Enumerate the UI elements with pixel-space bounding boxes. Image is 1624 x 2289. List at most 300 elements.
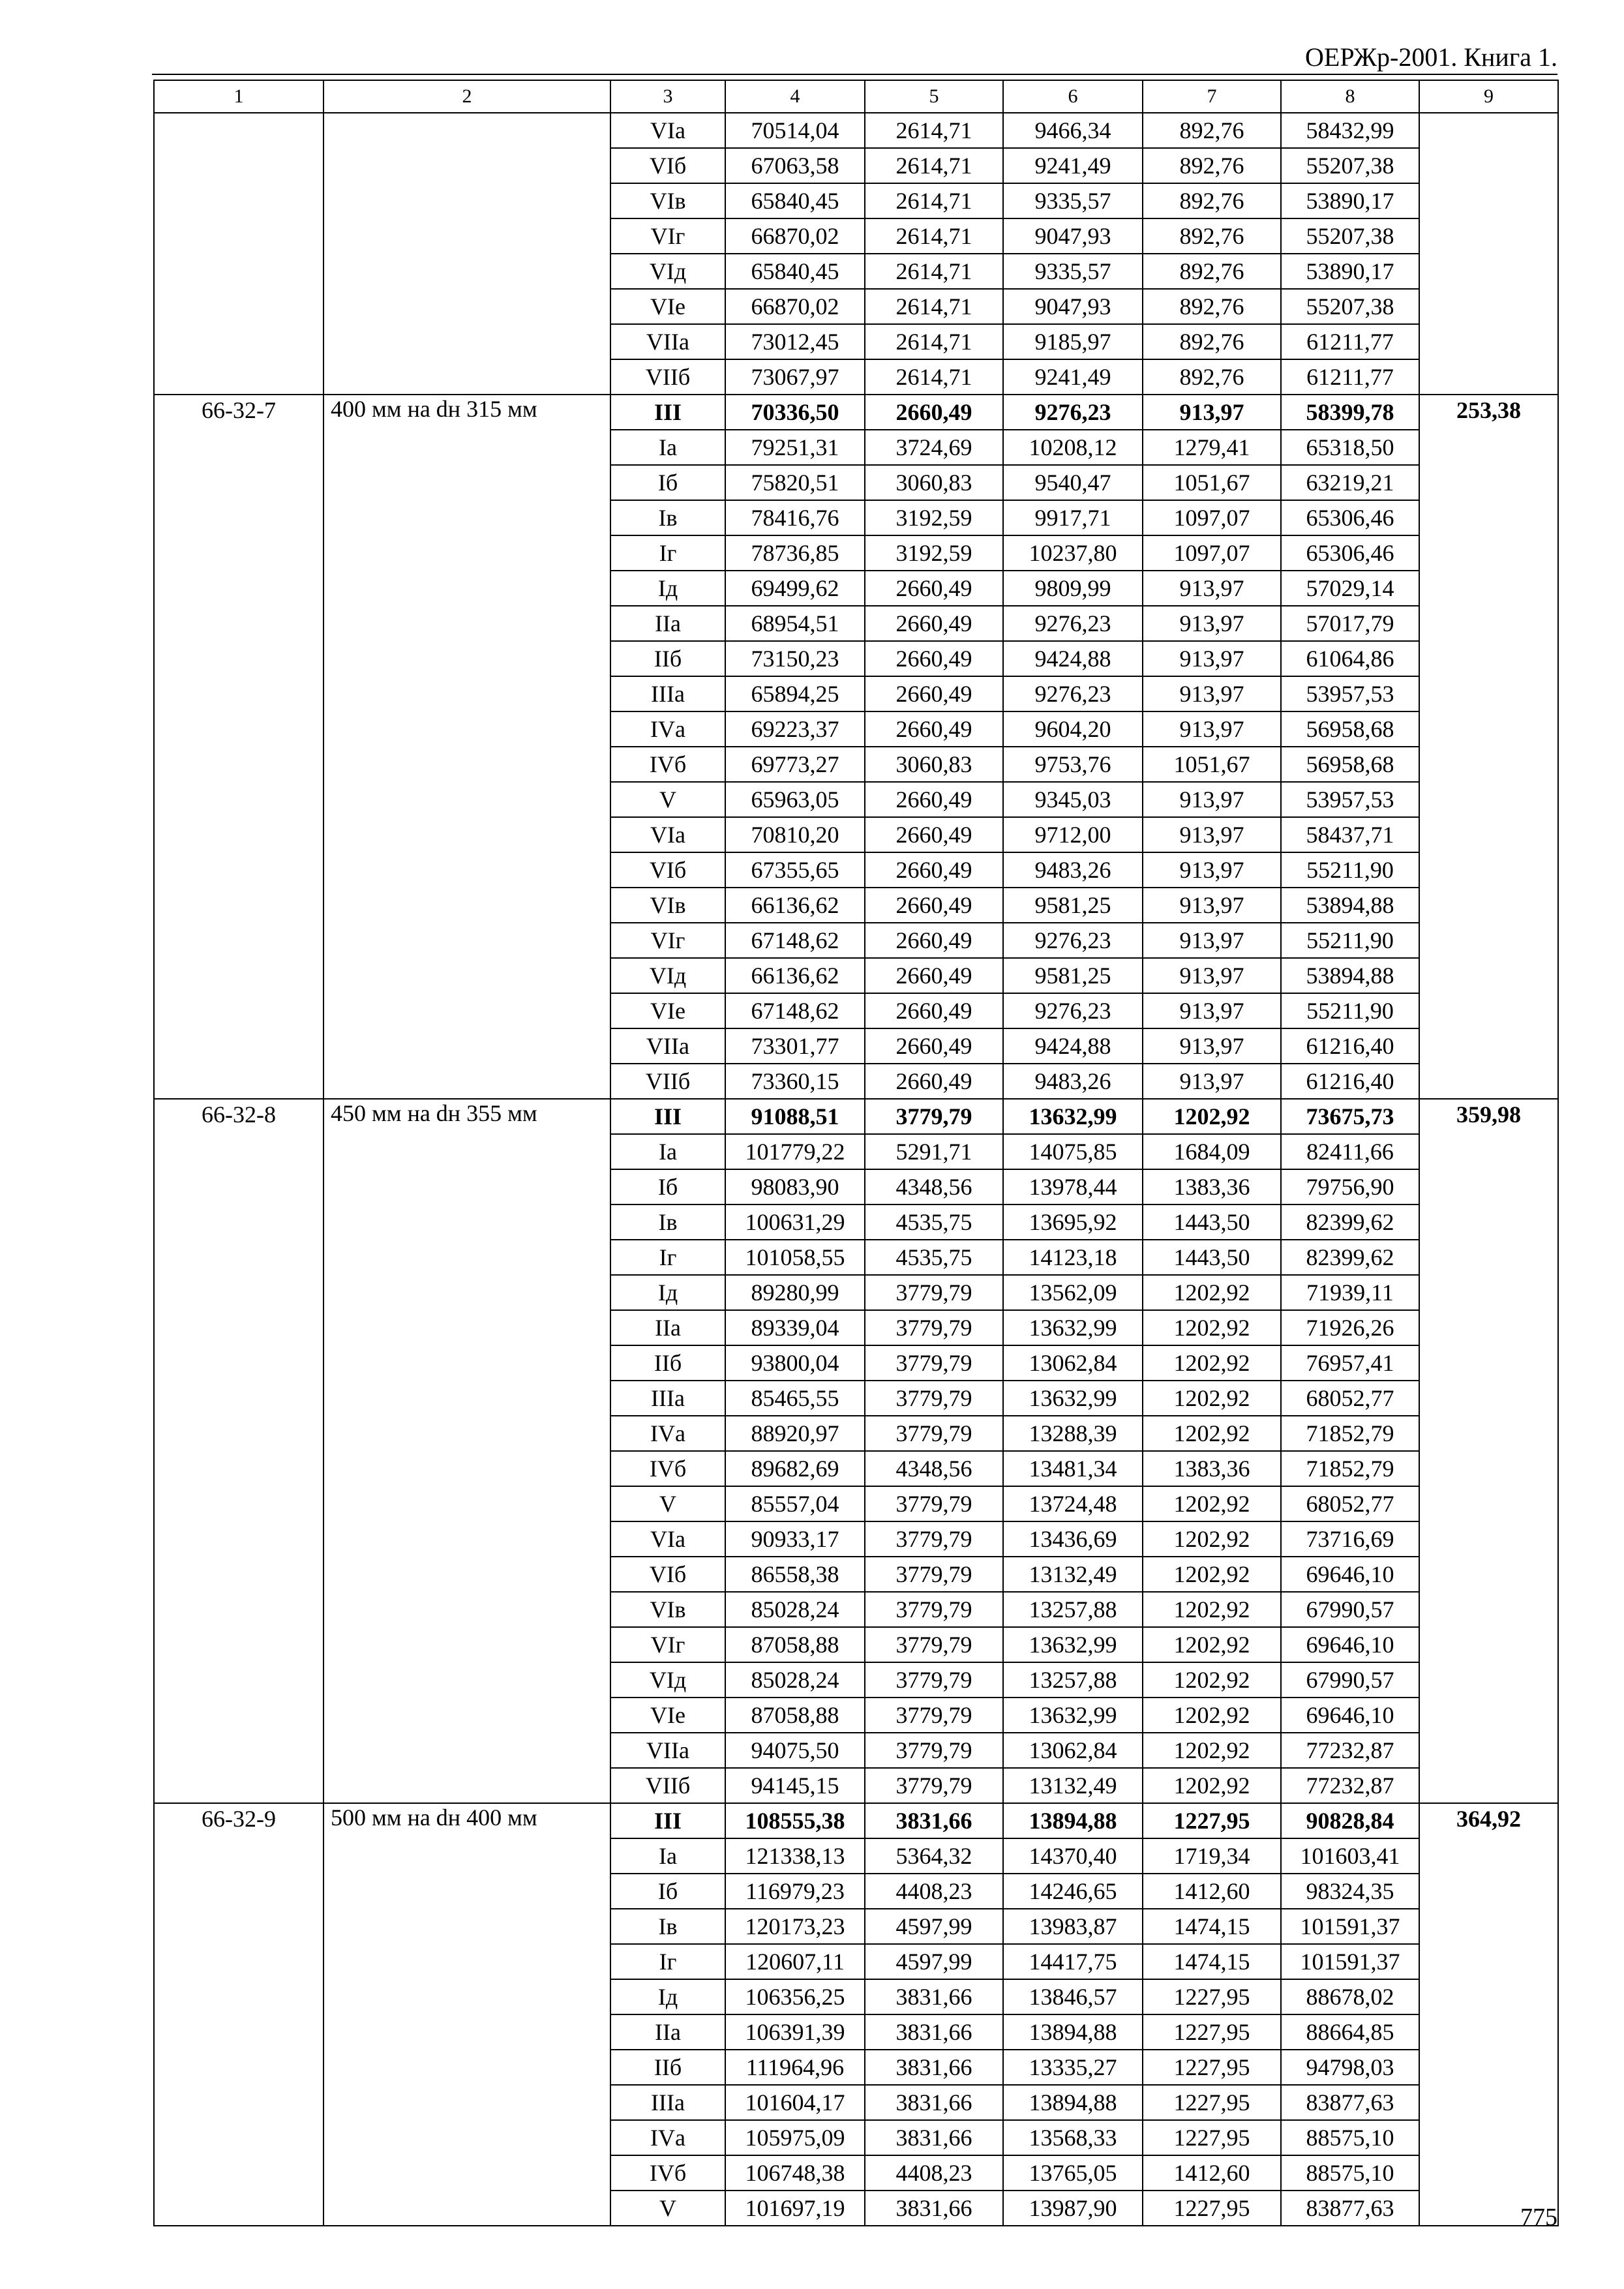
resource-code-cell: IIа [610, 1310, 725, 1345]
value-cell: 1383,36 [1143, 1451, 1281, 1486]
value-cell: 4408,23 [865, 2155, 1003, 2191]
value-cell: 70514,04 [725, 113, 865, 148]
value-cell: 3779,79 [865, 1768, 1003, 1803]
value-cell: 13894,88 [1003, 1803, 1143, 1838]
value-cell: 3779,79 [865, 1662, 1003, 1698]
value-cell: 3779,79 [865, 1416, 1003, 1451]
value-cell: 88575,10 [1281, 2155, 1419, 2191]
value-cell: 94145,15 [725, 1768, 865, 1803]
value-cell: 9185,97 [1003, 324, 1143, 359]
value-cell: 913,97 [1143, 1064, 1281, 1099]
value-cell: 3779,79 [865, 1099, 1003, 1134]
extra-cell: 359,98 [1419, 1099, 1558, 1803]
value-cell: 67148,62 [725, 923, 865, 958]
value-cell: 91088,51 [725, 1099, 865, 1134]
resource-code-cell: VIв [610, 888, 725, 923]
value-cell: 9809,99 [1003, 571, 1143, 606]
value-cell: 73067,97 [725, 359, 865, 395]
value-cell: 101779,22 [725, 1134, 865, 1169]
value-cell: 3831,66 [865, 2085, 1003, 2120]
value-cell: 13132,49 [1003, 1768, 1143, 1803]
value-cell: 2660,49 [865, 817, 1003, 852]
column-number: 6 [1003, 80, 1143, 113]
column-number: 8 [1281, 80, 1419, 113]
resource-code-cell: VIIа [610, 324, 725, 359]
value-cell: 89280,99 [725, 1275, 865, 1310]
value-cell: 2614,71 [865, 218, 1003, 254]
extra-cell: 253,38 [1419, 395, 1558, 1099]
value-cell: 1202,92 [1143, 1733, 1281, 1768]
value-cell: 101604,17 [725, 2085, 865, 2120]
value-cell: 2660,49 [865, 1064, 1003, 1099]
value-cell: 61064,86 [1281, 641, 1419, 676]
value-cell: 66870,02 [725, 289, 865, 324]
value-cell: 13132,49 [1003, 1557, 1143, 1592]
value-cell: 913,97 [1143, 958, 1281, 993]
value-cell: 13335,27 [1003, 2050, 1143, 2085]
value-cell: 9047,93 [1003, 218, 1143, 254]
value-cell: 9276,23 [1003, 395, 1143, 430]
value-cell: 3060,83 [865, 465, 1003, 500]
resource-code-cell: VIа [610, 113, 725, 148]
resource-code-cell: III [610, 1803, 725, 1838]
column-number: 2 [323, 80, 610, 113]
value-cell: 913,97 [1143, 782, 1281, 817]
resource-code-cell: VIIб [610, 1768, 725, 1803]
value-cell: 13695,92 [1003, 1204, 1143, 1240]
value-cell: 5291,71 [865, 1134, 1003, 1169]
value-cell: 70336,50 [725, 395, 865, 430]
value-cell: 101697,19 [725, 2191, 865, 2226]
value-cell: 4408,23 [865, 1874, 1003, 1909]
value-cell: 77232,87 [1281, 1733, 1419, 1768]
value-cell: 66136,62 [725, 958, 865, 993]
value-cell: 1719,34 [1143, 1838, 1281, 1874]
value-cell: 1227,95 [1143, 1979, 1281, 2014]
value-cell: 65963,05 [725, 782, 865, 817]
value-cell: 13632,99 [1003, 1310, 1143, 1345]
value-cell: 10208,12 [1003, 430, 1143, 465]
value-cell: 1097,07 [1143, 500, 1281, 535]
code-cell: 66-32-9 [154, 1803, 323, 2226]
resource-code-cell: VIа [610, 817, 725, 852]
value-cell: 1383,36 [1143, 1169, 1281, 1204]
value-cell: 85557,04 [725, 1486, 865, 1521]
value-cell: 9241,49 [1003, 359, 1143, 395]
value-cell: 98083,90 [725, 1169, 865, 1204]
value-cell: 4348,56 [865, 1169, 1003, 1204]
value-cell: 78736,85 [725, 535, 865, 571]
value-cell: 913,97 [1143, 888, 1281, 923]
table-row [154, 395, 1558, 430]
value-cell: 13765,05 [1003, 2155, 1143, 2191]
value-cell: 85028,24 [725, 1662, 865, 1698]
resource-code-cell: Iг [610, 1944, 725, 1979]
value-cell: 71926,26 [1281, 1310, 1419, 1345]
value-cell: 1684,09 [1143, 1134, 1281, 1169]
value-cell: 83877,63 [1281, 2191, 1419, 2226]
column-number: 9 [1419, 80, 1558, 113]
value-cell: 55207,38 [1281, 218, 1419, 254]
value-cell: 1474,15 [1143, 1909, 1281, 1944]
value-cell: 53890,17 [1281, 254, 1419, 289]
resource-code-cell: V [610, 1486, 725, 1521]
value-cell: 892,76 [1143, 359, 1281, 395]
resource-code-cell: IVб [610, 747, 725, 782]
value-cell: 13062,84 [1003, 1345, 1143, 1381]
page-header [152, 40, 1557, 74]
resource-code-cell: VIб [610, 1557, 725, 1592]
value-cell: 1227,95 [1143, 2085, 1281, 2120]
value-cell: 101591,37 [1281, 1909, 1419, 1944]
value-cell: 85028,24 [725, 1592, 865, 1627]
value-cell: 76957,41 [1281, 1345, 1419, 1381]
resource-code-cell: Iд [610, 1979, 725, 2014]
resource-code-cell: IIIа [610, 2085, 725, 2120]
value-cell: 913,97 [1143, 993, 1281, 1028]
resource-code-cell: Iб [610, 465, 725, 500]
value-cell: 14075,85 [1003, 1134, 1143, 1169]
value-cell: 2660,49 [865, 711, 1003, 747]
value-cell: 9540,47 [1003, 465, 1143, 500]
value-cell: 87058,88 [725, 1698, 865, 1733]
value-cell: 913,97 [1143, 606, 1281, 641]
value-cell: 2660,49 [865, 676, 1003, 711]
value-cell: 913,97 [1143, 1028, 1281, 1064]
value-cell: 13562,09 [1003, 1275, 1143, 1310]
value-cell: 87058,88 [725, 1627, 865, 1662]
value-cell: 3831,66 [865, 1803, 1003, 1838]
value-cell: 913,97 [1143, 852, 1281, 888]
name-cell: 500 мм на dн 400 мм [323, 1803, 610, 2226]
value-cell: 68052,77 [1281, 1381, 1419, 1416]
resource-code-cell: Iб [610, 1169, 725, 1204]
value-cell: 71939,11 [1281, 1275, 1419, 1310]
resource-code-cell: VIIа [610, 1028, 725, 1064]
value-cell: 913,97 [1143, 676, 1281, 711]
value-cell: 106391,39 [725, 2014, 865, 2050]
value-cell: 1202,92 [1143, 1310, 1281, 1345]
value-cell: 82399,62 [1281, 1240, 1419, 1275]
value-cell: 55211,90 [1281, 852, 1419, 888]
value-cell: 13846,57 [1003, 1979, 1143, 2014]
value-cell: 73675,73 [1281, 1099, 1419, 1134]
value-cell: 1227,95 [1143, 2120, 1281, 2155]
resource-code-cell: VIд [610, 958, 725, 993]
resource-code-cell: IVа [610, 2120, 725, 2155]
value-cell: 88664,85 [1281, 2014, 1419, 2050]
value-cell: 61216,40 [1281, 1064, 1419, 1099]
value-cell: 2614,71 [865, 289, 1003, 324]
resource-code-cell: VIе [610, 289, 725, 324]
value-cell: 14246,65 [1003, 1874, 1143, 1909]
value-cell: 58437,71 [1281, 817, 1419, 852]
resource-code-cell: Iа [610, 430, 725, 465]
resource-code-cell: VIIб [610, 1064, 725, 1099]
value-cell: 1051,67 [1143, 747, 1281, 782]
resource-code-cell: IIа [610, 2014, 725, 2050]
value-cell: 13632,99 [1003, 1698, 1143, 1733]
value-cell: 65318,50 [1281, 430, 1419, 465]
value-cell: 1279,41 [1143, 430, 1281, 465]
value-cell: 101603,41 [1281, 1838, 1419, 1874]
resource-code-cell: VIг [610, 1627, 725, 1662]
value-cell: 73716,69 [1281, 1521, 1419, 1557]
value-cell: 9276,23 [1003, 676, 1143, 711]
value-cell: 13632,99 [1003, 1381, 1143, 1416]
value-cell: 82399,62 [1281, 1204, 1419, 1240]
value-cell: 105975,09 [725, 2120, 865, 2155]
resource-code-cell: IVб [610, 2155, 725, 2191]
value-cell: 2660,49 [865, 888, 1003, 923]
value-cell: 120173,23 [725, 1909, 865, 1944]
value-cell: 3779,79 [865, 1592, 1003, 1627]
value-cell: 9335,57 [1003, 183, 1143, 218]
resource-code-cell: Iв [610, 1909, 725, 1944]
value-cell: 88575,10 [1281, 2120, 1419, 2155]
resource-code-cell: IIб [610, 2050, 725, 2085]
value-cell: 1202,92 [1143, 1557, 1281, 1592]
resource-code-cell: VIб [610, 148, 725, 183]
value-cell: 13436,69 [1003, 1521, 1143, 1557]
value-cell: 61211,77 [1281, 359, 1419, 395]
value-cell: 13978,44 [1003, 1169, 1143, 1204]
value-cell: 2614,71 [865, 324, 1003, 359]
resource-code-cell: Iг [610, 535, 725, 571]
value-cell: 57029,14 [1281, 571, 1419, 606]
value-cell: 94075,50 [725, 1733, 865, 1768]
value-cell: 1412,60 [1143, 2155, 1281, 2191]
value-cell: 73301,77 [725, 1028, 865, 1064]
value-cell: 63219,21 [1281, 465, 1419, 500]
column-number: 3 [610, 80, 725, 113]
value-cell: 2660,49 [865, 923, 1003, 958]
resource-code-cell: Iд [610, 571, 725, 606]
value-cell: 913,97 [1143, 923, 1281, 958]
value-cell: 3831,66 [865, 1979, 1003, 2014]
value-cell: 9424,88 [1003, 641, 1143, 676]
value-cell: 3779,79 [865, 1733, 1003, 1768]
resource-code-cell: IIа [610, 606, 725, 641]
document-title: ОЕРЖр-2001. Книга 1. [1305, 42, 1557, 72]
value-cell: 69223,37 [725, 711, 865, 747]
resource-code-cell: IIб [610, 641, 725, 676]
value-cell: 3779,79 [865, 1486, 1003, 1521]
value-cell: 56958,68 [1281, 747, 1419, 782]
value-cell: 67148,62 [725, 993, 865, 1028]
value-cell: 2614,71 [865, 254, 1003, 289]
value-cell: 93800,04 [725, 1345, 865, 1381]
value-cell: 100631,29 [725, 1204, 865, 1240]
resource-code-cell: VIд [610, 254, 725, 289]
resource-code-cell: Iд [610, 1275, 725, 1310]
value-cell: 2614,71 [865, 183, 1003, 218]
value-cell: 13481,34 [1003, 1451, 1143, 1486]
value-cell: 2614,71 [865, 148, 1003, 183]
resource-code-cell: VIе [610, 1698, 725, 1733]
value-cell: 2660,49 [865, 782, 1003, 817]
value-cell: 98324,35 [1281, 1874, 1419, 1909]
value-cell: 69646,10 [1281, 1557, 1419, 1592]
value-cell: 55207,38 [1281, 289, 1419, 324]
value-cell: 58399,78 [1281, 395, 1419, 430]
value-cell: 89339,04 [725, 1310, 865, 1345]
value-cell: 78416,76 [725, 500, 865, 535]
value-cell: 9335,57 [1003, 254, 1143, 289]
value-cell: 2660,49 [865, 606, 1003, 641]
value-cell: 892,76 [1143, 254, 1281, 289]
value-cell: 13632,99 [1003, 1099, 1143, 1134]
resource-code-cell: VIIа [610, 1733, 725, 1768]
value-cell: 2660,49 [865, 395, 1003, 430]
value-cell: 9483,26 [1003, 1064, 1143, 1099]
value-cell: 3831,66 [865, 2014, 1003, 2050]
value-cell: 1412,60 [1143, 1874, 1281, 1909]
value-cell: 65306,46 [1281, 500, 1419, 535]
value-cell: 106748,38 [725, 2155, 865, 2191]
value-cell: 101058,55 [725, 1240, 865, 1275]
value-cell: 1202,92 [1143, 1768, 1281, 1803]
value-cell: 79756,90 [1281, 1169, 1419, 1204]
value-cell: 66136,62 [725, 888, 865, 923]
value-cell: 9581,25 [1003, 958, 1143, 993]
value-cell: 3779,79 [865, 1627, 1003, 1662]
value-cell: 53894,88 [1281, 958, 1419, 993]
value-cell: 1202,92 [1143, 1521, 1281, 1557]
code-cell [154, 113, 323, 395]
value-cell: 55211,90 [1281, 993, 1419, 1028]
column-number-row [154, 80, 1558, 113]
header-rule [152, 74, 1557, 75]
value-cell: 9483,26 [1003, 852, 1143, 888]
resource-code-cell: V [610, 782, 725, 817]
value-cell: 106356,25 [725, 1979, 865, 2014]
value-cell: 68052,77 [1281, 1486, 1419, 1521]
value-cell: 90933,17 [725, 1521, 865, 1557]
value-cell: 90828,84 [1281, 1803, 1419, 1838]
value-cell: 71852,79 [1281, 1416, 1419, 1451]
value-cell: 1443,50 [1143, 1204, 1281, 1240]
value-cell: 2660,49 [865, 641, 1003, 676]
value-cell: 2660,49 [865, 958, 1003, 993]
resource-code-cell: Iа [610, 1134, 725, 1169]
value-cell: 13257,88 [1003, 1662, 1143, 1698]
value-cell: 1443,50 [1143, 1240, 1281, 1275]
value-cell: 9241,49 [1003, 148, 1143, 183]
value-cell: 75820,51 [725, 465, 865, 500]
value-cell: 9345,03 [1003, 782, 1143, 817]
value-cell: 67355,65 [725, 852, 865, 888]
value-cell: 53957,53 [1281, 676, 1419, 711]
value-cell: 3831,66 [865, 2191, 1003, 2226]
value-cell: 13288,39 [1003, 1416, 1143, 1451]
resource-code-cell: VIб [610, 852, 725, 888]
value-cell: 2660,49 [865, 571, 1003, 606]
value-cell: 120607,11 [725, 1944, 865, 1979]
value-cell: 79251,31 [725, 430, 865, 465]
value-cell: 3831,66 [865, 2050, 1003, 2085]
value-cell: 56958,68 [1281, 711, 1419, 747]
resource-code-cell: IIIа [610, 676, 725, 711]
name-cell: 450 мм на dн 355 мм [323, 1099, 610, 1803]
value-cell: 892,76 [1143, 113, 1281, 148]
value-cell: 9917,71 [1003, 500, 1143, 535]
value-cell: 9581,25 [1003, 888, 1143, 923]
value-cell: 3779,79 [865, 1345, 1003, 1381]
value-cell: 1202,92 [1143, 1486, 1281, 1521]
resource-code-cell: Iб [610, 1874, 725, 1909]
page-number: 775 [1520, 2204, 1557, 2231]
value-cell: 3192,59 [865, 500, 1003, 535]
value-cell: 3779,79 [865, 1381, 1003, 1416]
value-cell: 73150,23 [725, 641, 865, 676]
value-cell: 1202,92 [1143, 1381, 1281, 1416]
price-table [153, 80, 1559, 2226]
value-cell: 1474,15 [1143, 1944, 1281, 1979]
value-cell: 101591,37 [1281, 1944, 1419, 1979]
value-cell: 1202,92 [1143, 1627, 1281, 1662]
value-cell: 108555,38 [725, 1803, 865, 1838]
value-cell: 2660,49 [865, 993, 1003, 1028]
value-cell: 13894,88 [1003, 2014, 1143, 2050]
resource-code-cell: III [610, 395, 725, 430]
value-cell: 3831,66 [865, 2120, 1003, 2155]
value-cell: 53957,53 [1281, 782, 1419, 817]
value-cell: 892,76 [1143, 324, 1281, 359]
value-cell: 94798,03 [1281, 2050, 1419, 2085]
resource-code-cell: Iв [610, 500, 725, 535]
value-cell: 4535,75 [865, 1204, 1003, 1240]
value-cell: 73012,45 [725, 324, 865, 359]
resource-code-cell: VIа [610, 1521, 725, 1557]
value-cell: 65894,25 [725, 676, 865, 711]
value-cell: 55211,90 [1281, 923, 1419, 958]
value-cell: 13894,88 [1003, 2085, 1143, 2120]
resource-code-cell: IIIа [610, 1381, 725, 1416]
value-cell: 9712,00 [1003, 817, 1143, 852]
value-cell: 88920,97 [725, 1416, 865, 1451]
column-number: 1 [154, 80, 323, 113]
resource-code-cell: Iв [610, 1204, 725, 1240]
value-cell: 9047,93 [1003, 289, 1143, 324]
resource-code-cell: VIг [610, 923, 725, 958]
resource-code-cell: VIв [610, 183, 725, 218]
resource-code-cell: VIд [610, 1662, 725, 1698]
value-cell: 121338,13 [725, 1838, 865, 1874]
value-cell: 67990,57 [1281, 1662, 1419, 1698]
value-cell: 892,76 [1143, 183, 1281, 218]
value-cell: 913,97 [1143, 641, 1281, 676]
value-cell: 9276,23 [1003, 606, 1143, 641]
value-cell: 1227,95 [1143, 2191, 1281, 2226]
value-cell: 1227,95 [1143, 2014, 1281, 2050]
value-cell: 71852,79 [1281, 1451, 1419, 1486]
value-cell: 14417,75 [1003, 1944, 1143, 1979]
value-cell: 67063,58 [725, 148, 865, 183]
value-cell: 9276,23 [1003, 923, 1143, 958]
value-cell: 1202,92 [1143, 1345, 1281, 1381]
value-cell: 3724,69 [865, 430, 1003, 465]
table-row [154, 1803, 1558, 1838]
resource-code-cell: Iг [610, 1240, 725, 1275]
code-cell: 66-32-7 [154, 395, 323, 1099]
value-cell: 69646,10 [1281, 1627, 1419, 1662]
value-cell: 3779,79 [865, 1310, 1003, 1345]
value-cell: 9466,34 [1003, 113, 1143, 148]
value-cell: 9604,20 [1003, 711, 1143, 747]
value-cell: 86558,38 [725, 1557, 865, 1592]
value-cell: 67990,57 [1281, 1592, 1419, 1627]
